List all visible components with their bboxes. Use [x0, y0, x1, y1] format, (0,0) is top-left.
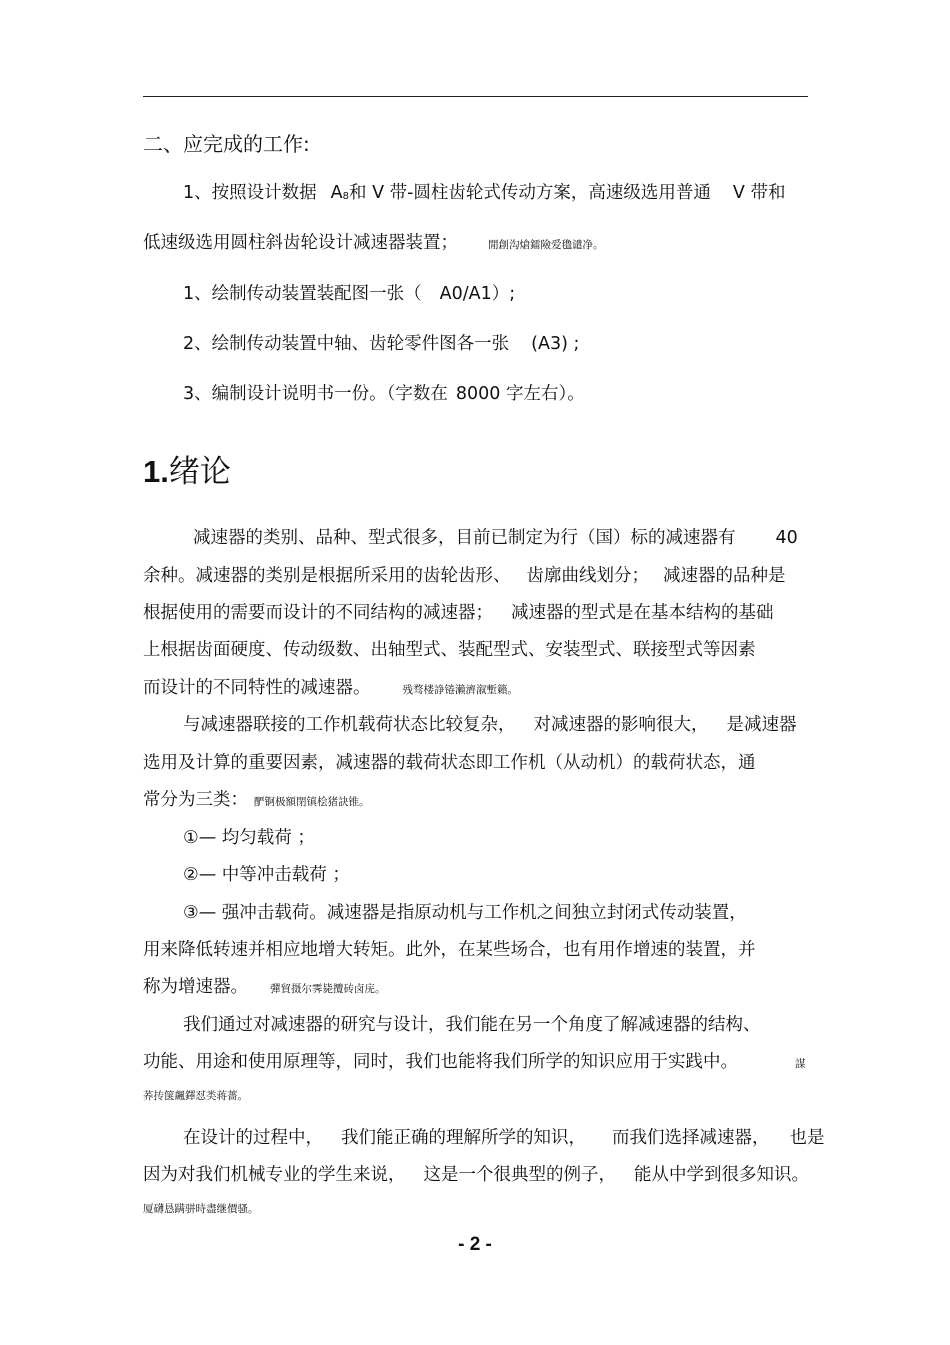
- p5-text: 在设计的过程中，: [183, 1128, 323, 1148]
- p4-text: 我们通过对减速器的研究与设计，我们能在另一个角度了解减速器的结构、: [183, 1015, 761, 1035]
- p2-line2: [143, 752, 756, 774]
- noise-text: 荞抟箧飆鐸怼类蒋薔。: [143, 1090, 248, 1102]
- p2-text: 常分为三类：: [143, 790, 248, 810]
- p2-text: 是减速器: [726, 715, 797, 735]
- p2-line3: [143, 789, 370, 813]
- p1-text: 余种。减速器的类别是根据所采用的齿轮齿形、: [143, 566, 511, 586]
- p1-text: 根据使用的需要而设计的不同结构的减速器；: [143, 603, 493, 623]
- load-type-3: [183, 902, 747, 924]
- item1-line1: [183, 182, 785, 207]
- task2-line: [183, 333, 579, 355]
- p3-line3: [143, 976, 386, 1000]
- item1-text-e: 低速级选用圆柱斜齿轮设计减速器装置；: [143, 233, 458, 253]
- header-rule: [143, 96, 808, 97]
- p5-text: 这是一个很典型的例子，: [423, 1165, 616, 1185]
- load-text: ③— 强冲击载荷。减速器是指原动机与工作机之间独立封闭式传动装置，: [183, 903, 747, 923]
- chapter-title: 绪论: [168, 454, 231, 490]
- task1-text: 1、绘制传动装置装配图一张（: [183, 284, 422, 304]
- load-type-2: [183, 864, 350, 886]
- noise-text: 酽锕极額閉镇桧猪訣锥。: [254, 796, 370, 808]
- task2-text-b: (A3) ;: [531, 334, 580, 354]
- p5-line1: [183, 1127, 825, 1149]
- section-title: [143, 131, 310, 157]
- p1-line5: [143, 677, 518, 701]
- task2-text: 2、绘制传动装置中轴、齿轮零件图各一张: [183, 334, 510, 354]
- p1-text: 40: [775, 528, 798, 548]
- p1-line4: [143, 639, 756, 661]
- p2-text: 对减速器的影响很大，: [533, 715, 709, 735]
- item1-text-b: A: [330, 183, 343, 203]
- chapter-number: 1.: [143, 454, 169, 489]
- task3-text: 3、编制设计说明书一份。（字数在: [183, 384, 448, 404]
- task3-text-b: 8000 字左右）。: [455, 384, 585, 404]
- p2-text: 选用及计算的重要因素，减速器的载荷状态即工作机（从动机）的载荷状态，通: [143, 753, 756, 773]
- p1-text: 上根据齿面硬度、传动级数、出轴型式、装配型式、安装型式、联接型式等因素: [143, 640, 756, 660]
- p4-noise-end: [795, 1056, 806, 1071]
- item1-text-c: 和 V 带-圆柱齿轮式传动方案，高速级选用普通: [349, 183, 711, 203]
- section-title-text: 二、应完成的工作:: [143, 132, 310, 156]
- noise-text: 彈貿摄尔霁毙攬砖卤庑。: [270, 983, 386, 995]
- task3-line: [183, 383, 585, 405]
- load-type-1: [183, 827, 315, 849]
- task1-line: [183, 283, 515, 305]
- p4-text: 功能、用途和使用原理等，同时，我们也能将我们所学的知识应用于实践中。: [143, 1052, 738, 1072]
- p1-text: 减速器的类别、品种、型式很多，目前已制定为行（国）标的减速器有: [193, 528, 736, 548]
- load-text: ②— 中等冲击载荷 ；: [183, 865, 350, 885]
- p5-line3: [143, 1202, 259, 1216]
- p3-text: 称为增速器。: [143, 977, 248, 997]
- page-number: - 2 -: [458, 1234, 492, 1255]
- p1-text: 而设计的不同特性的减速器。: [143, 678, 371, 698]
- p5-text: 能从中学到很多知识。: [634, 1165, 809, 1185]
- noise-text: 残骛楼諍锩瀨濟溆塹籟。: [402, 684, 518, 696]
- noise-text: 謀: [795, 1058, 806, 1070]
- p2-line1: [183, 714, 797, 736]
- p5-text: 而我们选择减速器，: [612, 1128, 770, 1148]
- load-text: ①— 均匀载荷 ；: [183, 828, 315, 848]
- p3-text: 用来降低转速并相应地增大转矩。此外，在某些场合，也有用作增速的装置，并: [143, 940, 756, 960]
- p4-line1: [183, 1014, 761, 1036]
- p1-line1: [193, 527, 798, 549]
- p5-text: 我们能正确的理解所学的知识，: [341, 1128, 586, 1148]
- item1-line2: [143, 232, 604, 256]
- p5-text: 因为对我们机械专业的学生来说，: [143, 1165, 406, 1185]
- p3-line2: [143, 939, 756, 961]
- p5-text: 也是: [789, 1128, 825, 1148]
- noise-text: 閒創沟熗鐳險爱氇谴净。: [488, 239, 604, 251]
- p2-text: 与减速器联接的工作机载荷状态比较复杂，: [183, 715, 516, 735]
- chapter-heading: [143, 452, 231, 492]
- task1-text-b: A0/A1）;: [439, 284, 516, 304]
- item1-subscript: 8: [342, 191, 349, 202]
- p4-line2: [143, 1051, 738, 1073]
- p1-text: 齿廓曲线划分；: [526, 566, 649, 586]
- p1-line3: [143, 602, 774, 624]
- p1-text: 减速器的品种是: [663, 566, 786, 586]
- p5-line2: [143, 1164, 809, 1186]
- noise-text: 厦礴恳蹒骈時盡继價骚。: [143, 1203, 259, 1215]
- item1-text-d: V 带和: [732, 183, 786, 203]
- item1-text-a: 1、按照设计数据: [183, 183, 317, 203]
- p1-line2: [143, 565, 786, 587]
- p1-text: 减速器的型式是在基本结构的基础: [511, 603, 774, 623]
- p4-line3: [143, 1089, 248, 1103]
